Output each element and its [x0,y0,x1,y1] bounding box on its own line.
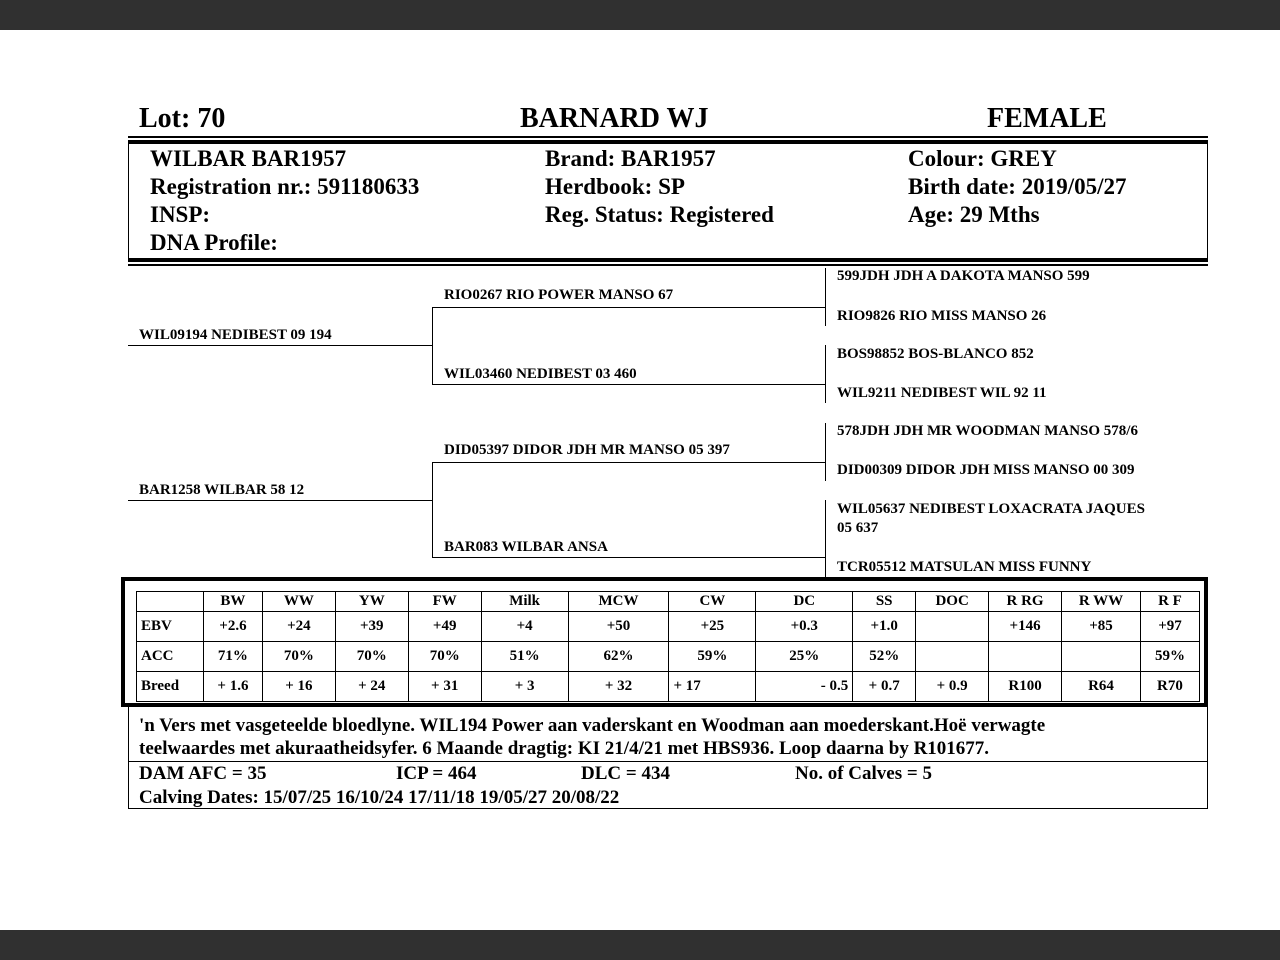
ebv-cell: + 0.7 [853,672,916,702]
pedigree-sds: BOS98852 BOS-BLANCO 852 [837,346,1034,362]
ebv-header-cell: YW [335,592,408,612]
pedigree-bracket-dd [825,500,826,578]
ebv-row [137,642,1200,672]
ebv-row-label: ACC [137,642,204,672]
pedigree-line-dd [432,557,826,558]
pedigree-line-ds [432,462,826,463]
pedigree-dam: BAR1258 WILBAR 58 12 [139,482,305,498]
ebv-cell: +97 [1140,612,1199,642]
ebv-cell: + 1.6 [203,672,262,702]
info-box-left-border [128,144,129,260]
pedigree-sire: WIL09194 NEDIBEST 09 194 [139,327,332,343]
ebv-cell: 70% [408,642,481,672]
ebv-cell: 62% [568,642,669,672]
birth-date: Birth date: 2019/05/27 [908,174,1127,199]
ebv-cell [989,642,1062,672]
ebv-header-cell: CW [669,592,756,612]
top-dark-bar [0,0,1280,30]
ebv-header-cell: WW [262,592,335,612]
pedigree-sss: 599JDH JDH A DAKOTA MANSO 599 [837,268,1090,284]
pedigree-line-dam [128,500,432,501]
pedigree-ddd: TCR05512 MATSULAN MISS FUNNY [837,559,1092,575]
ebv-header-row [137,592,1200,612]
bottom-dark-bar [0,930,1280,960]
ebv-cell: + 31 [408,672,481,702]
comment-line-2: teelwaardes met akuraatheidsyfer. 6 Maande dragtig: KI 21/4/21 met HBS936. Loop daarna by R101677. [139,738,990,759]
comment-line-1: 'n Vers met vasgeteelde bloedlyne. WIL194 Power aan vaderskant en Woodman aan moederskant.Hoë verwagte [139,715,1046,736]
ebv-header-cell: R WW [1062,592,1141,612]
ebv-table [136,591,1200,702]
ebv-cell: 59% [1140,642,1199,672]
pedigree-line-ss [432,307,826,308]
pedigree-line-sd [432,384,826,385]
ebv-cell: 71% [203,642,262,672]
colour: Colour: GREY [908,146,1057,171]
ebv-cell: + 24 [335,672,408,702]
ebv-cell: 70% [262,642,335,672]
dam-afc: DAM AFC = 35 [139,763,267,784]
animal-name: WILBAR BAR1957 [150,146,347,171]
ebv-header-cell: DC [756,592,853,612]
pedigree-dds: WIL05637 NEDIBEST LOXACRATA JAQUES [837,501,1145,517]
header-rule-thin [128,136,1208,138]
header-rule-thick [128,140,1208,144]
brand: Brand: BAR1957 [545,146,716,171]
info-box-right-border [1207,144,1208,260]
ebv-cell: 59% [669,642,756,672]
ebv-header-cell: FW [408,592,481,612]
pedigree-bracket-sire [432,307,433,385]
dlc: DLC = 434 [581,763,670,784]
ebv-cell: +39 [335,612,408,642]
animal-sex: FEMALE [987,103,1107,134]
ebv-row [137,612,1200,642]
ebv-cell: 25% [756,642,853,672]
ebv-header-cell: R F [1140,592,1199,612]
ebv-cell: +49 [408,612,481,642]
info-rule-thick [128,258,1208,262]
ebv-cell: +1.0 [853,612,916,642]
pedigree-dsd: DID00309 DIDOR JDH MISS MANSO 00 309 [837,462,1135,478]
icp: ICP = 464 [396,763,477,784]
ebv-cell [916,612,989,642]
ebv-cell: + 17 [669,672,756,702]
ebv-cell: 51% [481,642,568,672]
pedigree-bracket-dam [432,462,433,558]
pedigree-sire-dam: WIL03460 NEDIBEST 03 460 [444,366,637,382]
lot-number: Lot: 70 [139,103,226,134]
ebv-cell: 70% [335,642,408,672]
ebv-row-label: Breed [137,672,204,702]
ebv-row [137,672,1200,702]
ebv-cell: +85 [1062,612,1141,642]
ebv-cell: + 16 [262,672,335,702]
ebv-header-cell: R RG [989,592,1062,612]
herdbook: Herdbook: SP [545,174,685,199]
ebv-cell: R100 [989,672,1062,702]
ebv-cell [916,642,989,672]
breeder-name: BARNARD WJ [520,103,709,134]
info-rule-thin [128,264,1208,266]
ebv-row-label: EBV [137,612,204,642]
pedigree-line-sire [128,345,432,346]
pedigree-ssd: RIO9826 RIO MISS MANSO 26 [837,308,1047,324]
ebv-header-cell [137,592,204,612]
pedigree-dss: 578JDH JDH MR WOODMAN MANSO 578/6 [837,423,1138,439]
ebv-cell: R64 [1062,672,1141,702]
ebv-cell: +4 [481,612,568,642]
registration-number: Registration nr.: 591180633 [150,174,420,199]
ebv-header-cell: DOC [916,592,989,612]
ebv-cell: + 0.9 [916,672,989,702]
ebv-cell: R70 [1140,672,1199,702]
pedigree-bracket-ds [825,423,826,481]
ebv-cell: +50 [568,612,669,642]
insp-label: INSP: [150,202,211,227]
dna-profile-label: DNA Profile: [150,230,278,255]
ebv-cell: +2.6 [203,612,262,642]
ebv-cell: +24 [262,612,335,642]
ebv-header-cell: BW [203,592,262,612]
age: Age: 29 Mths [908,202,1040,227]
ebv-cell: - 0.5 [756,672,853,702]
pedigree-dam-dam: BAR083 WILBAR ANSA [444,539,608,555]
ebv-header-cell: Milk [481,592,568,612]
ebv-cell: 52% [853,642,916,672]
pedigree-dds-cont: 05 637 [837,520,879,536]
registration-status: Reg. Status: Registered [545,202,774,227]
ebv-header-cell: SS [853,592,916,612]
ebv-cell: + 3 [481,672,568,702]
ebv-cell: +25 [669,612,756,642]
comment-footer-divider [128,761,1208,762]
ebv-cell [1062,642,1141,672]
ebv-header-cell: MCW [568,592,669,612]
calving-dates: Calving Dates: 15/07/25 16/10/24 17/11/18 19/05/27 20/08/22 [139,787,620,808]
pedigree-bracket-sd [825,345,826,403]
pedigree-bracket-ss [825,268,826,326]
ebv-cell: +0.3 [756,612,853,642]
ebv-cell: +146 [989,612,1062,642]
pedigree-sire-sire: RIO0267 RIO POWER MANSO 67 [444,287,674,303]
ebv-cell: + 32 [568,672,669,702]
pedigree-sdd: WIL9211 NEDIBEST WIL 92 11 [837,385,1047,401]
pedigree-dam-sire: DID05397 DIDOR JDH MR MANSO 05 397 [444,442,730,458]
number-of-calves: No. of Calves = 5 [795,763,932,784]
